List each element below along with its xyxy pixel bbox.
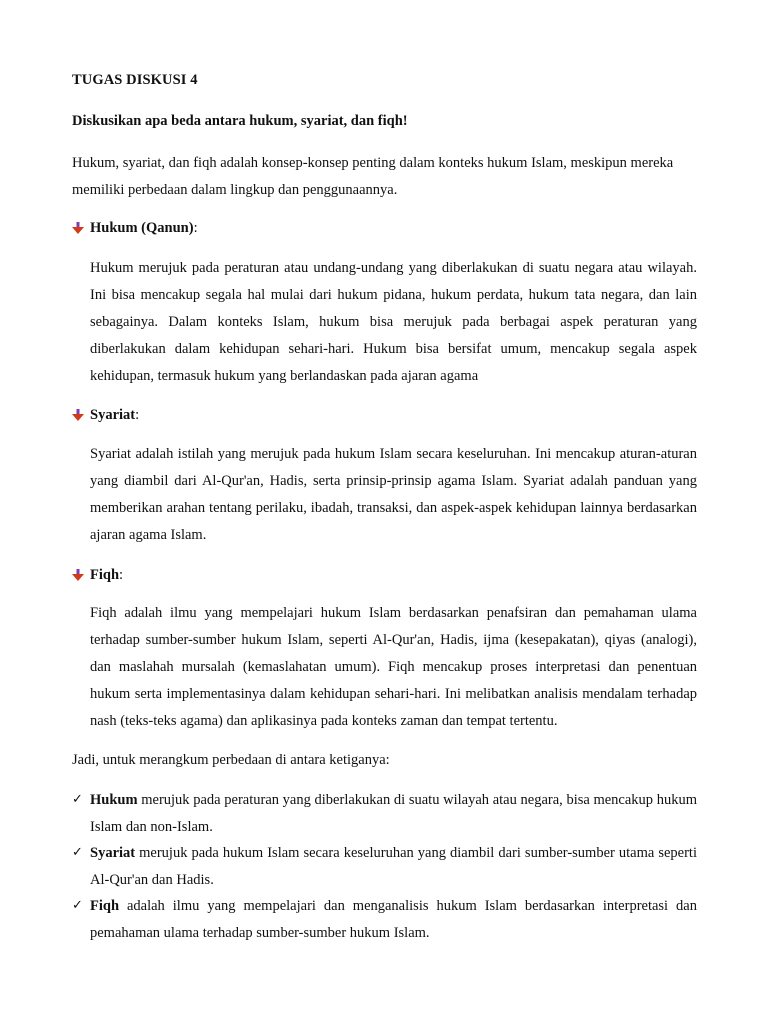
section-body-fiqh: Fiqh adalah ilmu yang mempelajari hukum Islam berdasarkan penafsiran dan pemahaman ulama terhadap sumber-sumber hukum Islam, seperti Al-Qur'an, Hadis, ijma (kesepakatan), qiyas (analogi), dan maslahah mursalah (kemaslahatan umum). Fiqh mencakup proses interpretasi dan penentuan hukum serta implementasinya dalam kehidupan sehari-hari. Ini melibatkan analisis mendalam terhadap nash (teks-teks agama) dan aplikasinya pada konteks zaman dan tempat tertentu. <box>90 605 697 729</box>
summary-item-text: merujuk pada hukum Islam secara keseluruhan yang diambil dari sumber-sumber utama seperti Al-Qur'an dan Hadis. <box>90 845 697 888</box>
check-icon: ✓ <box>72 845 83 860</box>
check-icon: ✓ <box>72 792 83 807</box>
summary-item-text: adalah ilmu yang mempelajari dan menganalisis hukum Islam berdasarkan interpretasi dan pemahaman ulama terhadap sumber-sumber hukum Islam. <box>90 898 697 941</box>
section-heading-colon: : <box>193 220 198 236</box>
summary-item-term: Fiqh <box>90 898 120 914</box>
section-heading-fiqh <box>72 565 123 585</box>
summary-item-term: Hukum <box>90 792 138 808</box>
discussion-question: Diskusikan apa beda antara hukum, syariat, dan fiqh! <box>72 113 408 129</box>
summary-item-fiqh <box>72 893 697 946</box>
arrow-bullet-icon <box>72 409 84 421</box>
section-heading-hukum <box>72 218 198 238</box>
section-heading-colon: : <box>119 567 124 583</box>
section-heading-colon: : <box>135 407 140 423</box>
summary-checklist <box>72 787 697 946</box>
check-icon: ✓ <box>72 898 83 913</box>
summary-item-syariat <box>72 840 697 893</box>
intro-paragraph: Hukum, syariat, dan fiqh adalah konsep-konsep penting dalam konteks hukum Islam, meskipun mereka memiliki perbedaan dalam lingkup dan penggunaannya. <box>72 155 674 198</box>
summary-intro: Jadi, untuk merangkum perbedaan di antara ketiganya: <box>72 752 390 768</box>
section-heading-label: Syariat <box>90 407 136 423</box>
document-title: TUGAS DISKUSI 4 <box>72 72 198 88</box>
summary-item-term: Syariat <box>90 845 136 861</box>
summary-item-text: merujuk pada peraturan yang diberlakukan di suatu wilayah atau negara, bisa mencakup hukum Islam dan non-Islam. <box>90 792 697 835</box>
arrow-bullet-icon <box>72 569 84 581</box>
section-heading-syariat <box>72 405 139 425</box>
section-heading-label: Hukum (Qanun) <box>90 220 194 236</box>
section-body-hukum: Hukum merujuk pada peraturan atau undang-undang yang diberlakukan di suatu negara atau wilayah. Ini bisa mencakup segala hal mulai dari hukum pidana, hukum perdata, hukum tata negara, dan lain sebagainya. Dalam konteks Islam, hukum bisa merujuk pada berbagai aspek peraturan yang diberlakukan dalam kehidupan sehari-hari. Hukum bisa bersifat umum, mencakup segala aspek kehidupan, termasuk hukum yang berlandaskan pada ajaran agama <box>90 260 697 384</box>
arrow-bullet-icon <box>72 222 84 234</box>
section-heading-label: Fiqh <box>90 567 120 583</box>
section-body-syariat: Syariat adalah istilah yang merujuk pada hukum Islam secara keseluruhan. Ini mencakup aturan-aturan yang diambil dari Al-Qur'an, Hadis, serta prinsip-prinsip agama Islam. Syariat adalah panduan yang memberikan arahan tentang perilaku, ibadah, transaksi, dan aspek-aspek kehidupan lainnya berdasarkan ajaran agama Islam. <box>90 446 697 543</box>
summary-item-hukum <box>72 787 697 840</box>
